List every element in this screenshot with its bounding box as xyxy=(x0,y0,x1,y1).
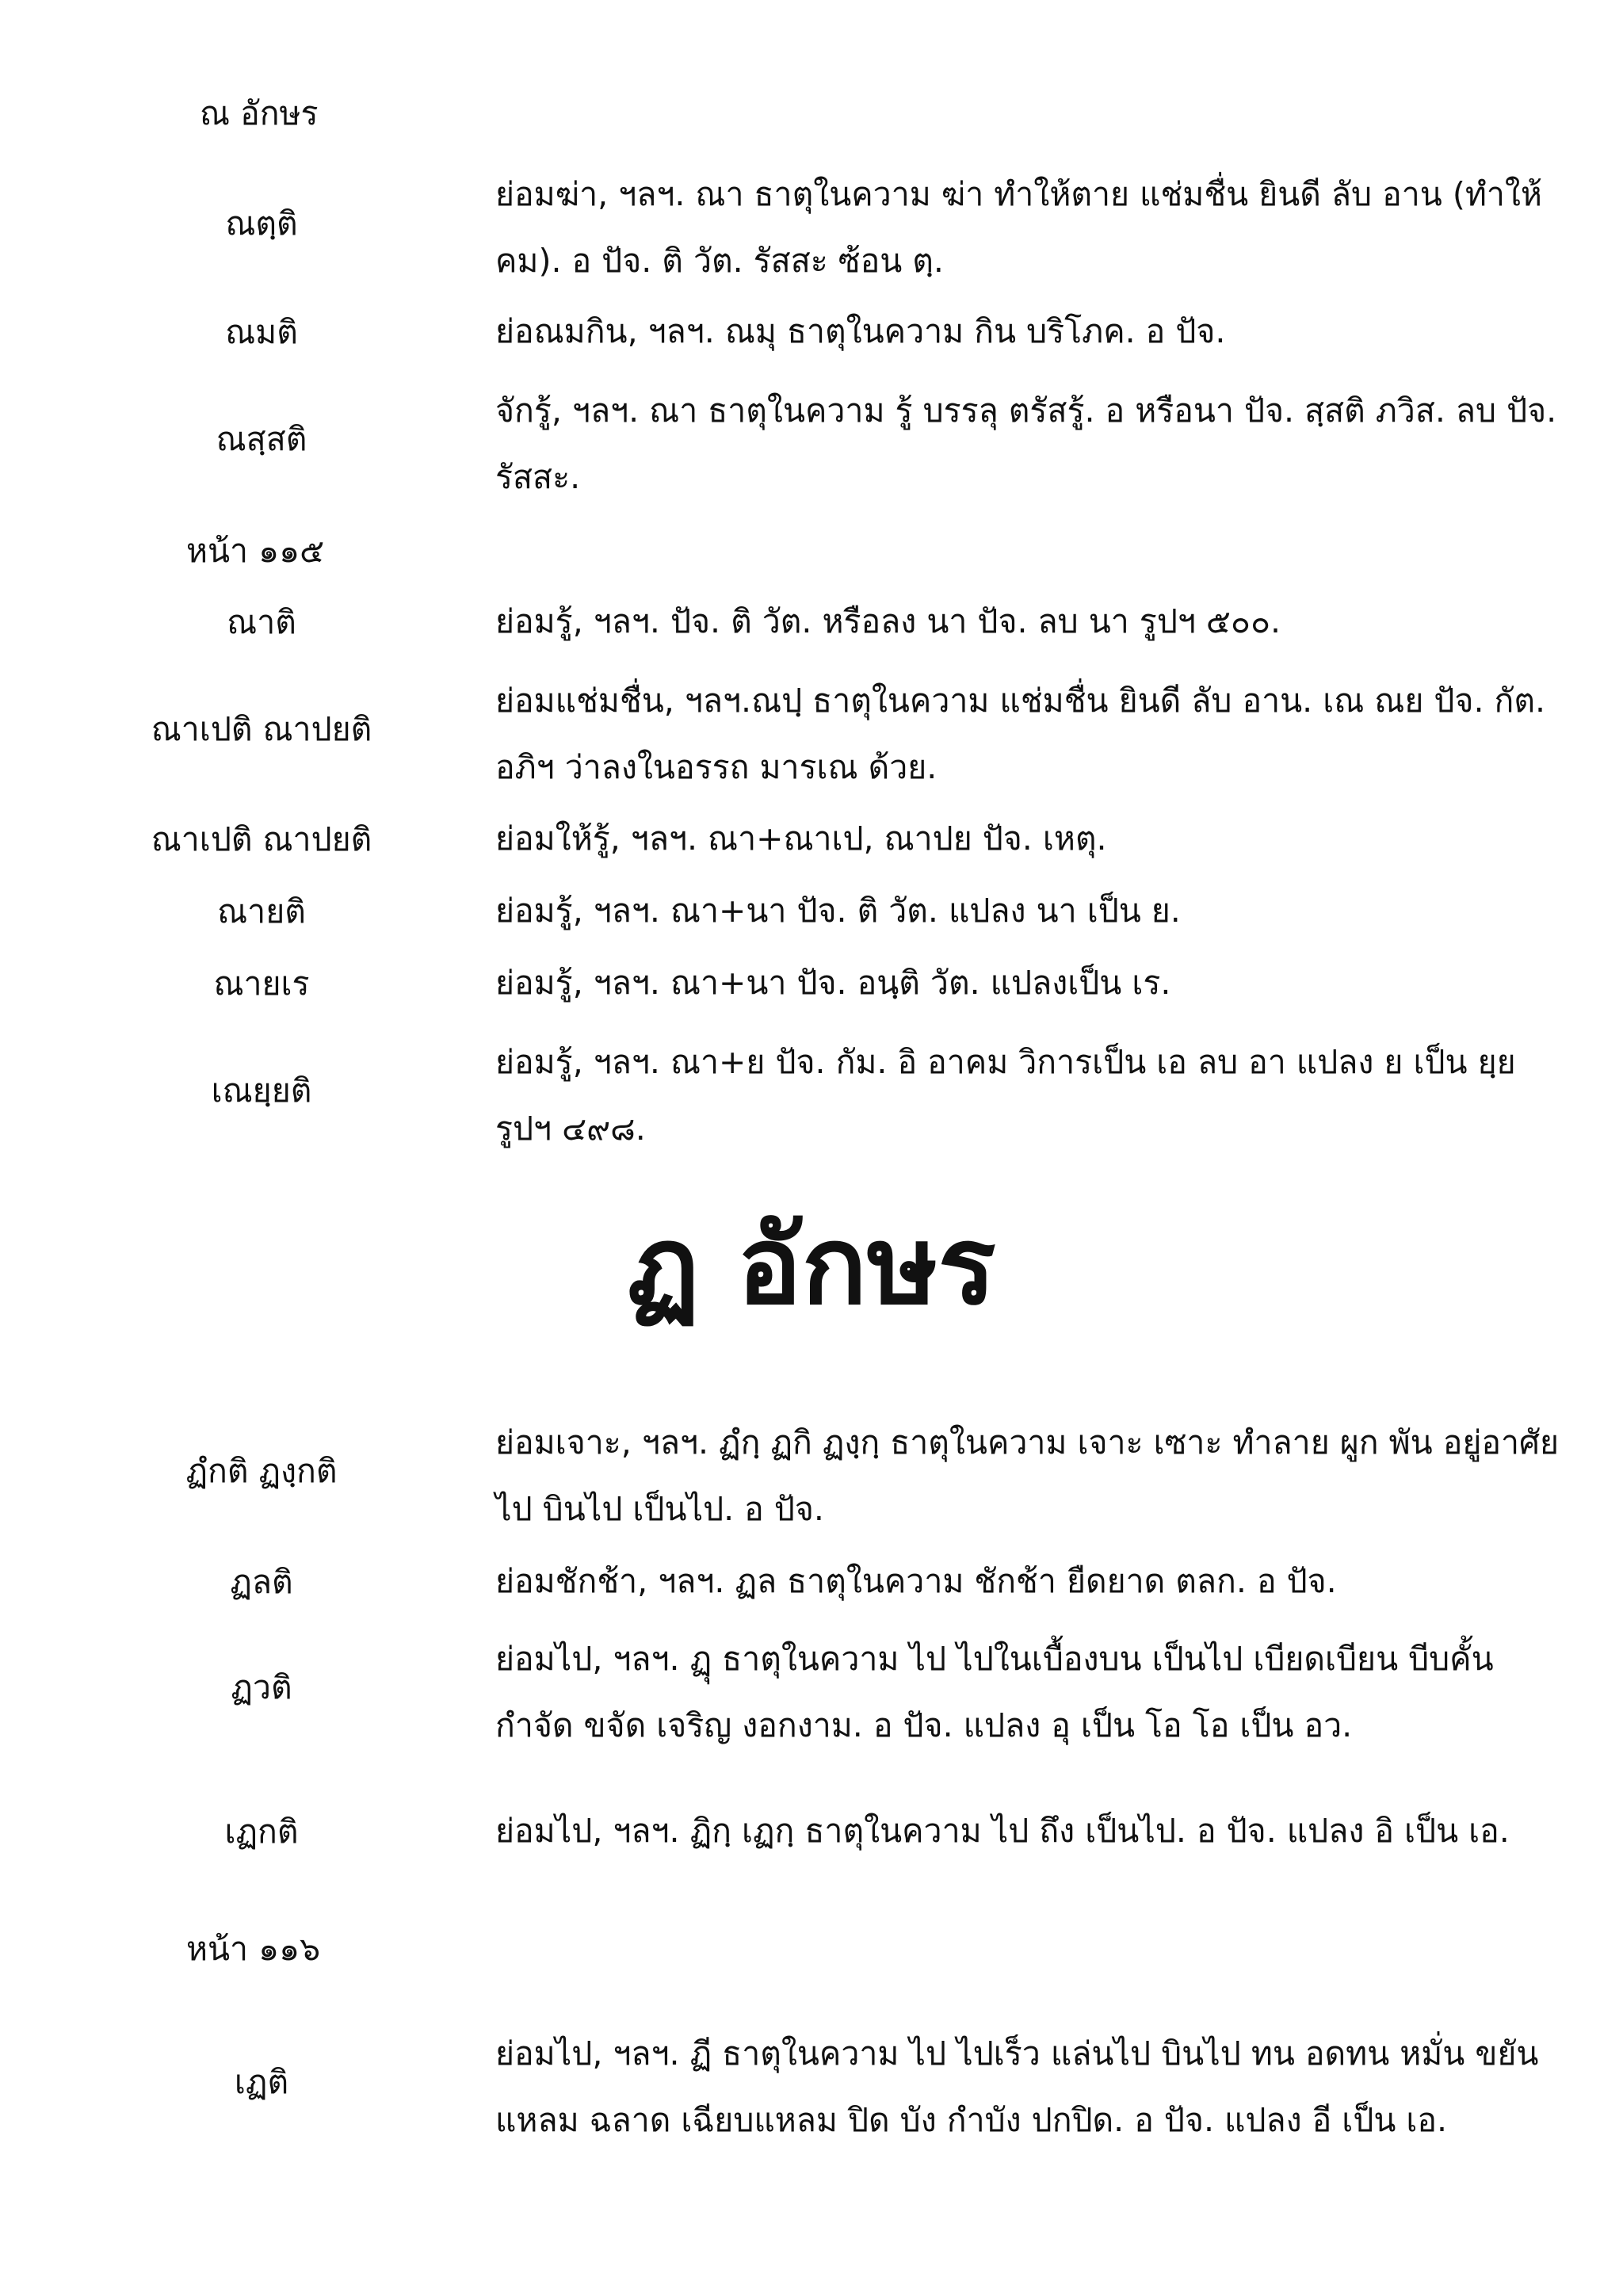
section-label-na: ณ อักษร xyxy=(200,94,319,132)
entry-term: ฏํกติ ฏงฺกติ xyxy=(185,1452,338,1490)
entry-definition: ย่อมแช่มชื่น, ฯลฯ.ณปฺ ธาตุในความ แช่มชื่น ยินดี ลับ อาน. เณ ณย ปัจ. กัต. อภิฯ ว่าลงในอรรถ มารเณ ด้วย. xyxy=(495,682,1545,786)
entry-term: ณมติ xyxy=(225,313,298,351)
entry-term: ฏลติ xyxy=(230,1563,293,1601)
entry-term: ณาเปติ ณาปยติ xyxy=(151,710,372,748)
page-number-label: หน้า ๑๑๖ xyxy=(186,1930,321,1968)
page-number-label: หน้า ๑๑๕ xyxy=(186,532,325,570)
entry-definition: ย่อมฆ่า, ฯลฯ. ณา ธาตุในความ ฆ่า ทำให้ตาย แช่มชื่น ยินดี ลับ อาน (ทำให้คม). อ ปัจ. ติ วัต. รัสสะ ซ้อน ตฺ. xyxy=(495,175,1542,280)
entry-term: ณาเปติ ณาปยติ xyxy=(151,820,372,858)
entry-definition: ย่อมไป, ฯลฯ. ฏี ธาตุในความ ไป ไปเร็ว แล่นไป บินไป ทน อดทน หมั่น ขยัน แหลม ฉลาด เฉียบแหลม ปิด บัง กำบัง ปกปิด. อ ปัจ. แปลง อี เป็น เอ. xyxy=(495,2034,1539,2139)
entry-term: ณาติ xyxy=(227,603,296,641)
entry-definition: ย่อณมกิน, ฯลฯ. ณมุ ธาตุในความ กิน บริโภค. อ ปัจ. xyxy=(495,312,1226,350)
entry-definition: ย่อมรู้, ฯลฯ. ณา+นา ปัจ. อนฺติ วัต. แปลงเป็น เร. xyxy=(495,964,1171,1002)
entry-term: เฏติ xyxy=(234,2063,289,2101)
entry-term: เณยฺยติ xyxy=(211,1072,312,1110)
entry-definition: ย่อมเจาะ, ฯลฯ. ฏํกฺ ฏกิ ฏงฺกฺ ธาตุในความ เจาะ เซาะ ทำลาย ผูก พัน อยู่อาศัย ไป บินไป เป็นไป. อ ปัจ. xyxy=(495,1423,1560,1528)
entry-definition: ย่อมให้รู้, ฯลฯ. ณา+ณาเป, ณาปย ปัจ. เหตุ. xyxy=(495,819,1107,858)
entry-term: ฏวติ xyxy=(231,1668,292,1706)
entry-term: ณายติ xyxy=(217,892,306,930)
entry-term: เฏกติ xyxy=(224,1813,299,1851)
section-heading-tha: ฏ อักษร xyxy=(627,1204,996,1329)
entry-definition: ย่อมรู้, ฯลฯ. ณา+ย ปัจ. กัม. อิ อาคม วิการเป็น เอ ลบ อา แปลง ย เป็น ยฺย รูปฯ ๔๙๘. xyxy=(495,1043,1516,1148)
entry-term: ณตฺติ xyxy=(225,204,298,243)
entry-definition: ย่อมรู้, ฯลฯ. ปัจ. ติ วัต. หรือลง นา ปัจ. ลบ นา รูปฯ ๕๐๐. xyxy=(495,602,1281,640)
entry-term: ณายเร xyxy=(213,965,310,1003)
entry-definition: ย่อมรู้, ฯลฯ. ณา+นา ปัจ. ติ วัต. แปลง นา เป็น ย. xyxy=(495,892,1181,930)
entry-definition: ย่อมไป, ฯลฯ. ฏิกฺ เฏกฺ ธาตุในความ ไป ถึง เป็นไป. อ ปัจ. แปลง อิ เป็น เอ. xyxy=(495,1812,1510,1850)
entry-definition: ย่อมไป, ฯลฯ. ฏุ ธาตุในความ ไป ไปในเบื้องบน เป็นไป เบียดเบียน บีบคั้น กำจัด ขจัด เจริญ งอกงาม. อ ปัจ. แปลง อุ เป็น โอ โอ เป็น อว. xyxy=(495,1640,1494,1744)
entry-term: ณสฺสติ xyxy=(216,420,307,458)
entry-definition: ย่อมชักช้า, ฯลฯ. ฏล ธาตุในความ ชักช้า ยืดยาด ตลก. อ ปัจ. xyxy=(495,1562,1337,1600)
entry-definition: จักรู้, ฯลฯ. ณา ธาตุในความ รู้ บรรลุ ตรัสรู้. อ หรือนา ปัจ. สฺสติ ภวิส. ลบ ปัจ. รัสสะ. xyxy=(495,392,1557,496)
